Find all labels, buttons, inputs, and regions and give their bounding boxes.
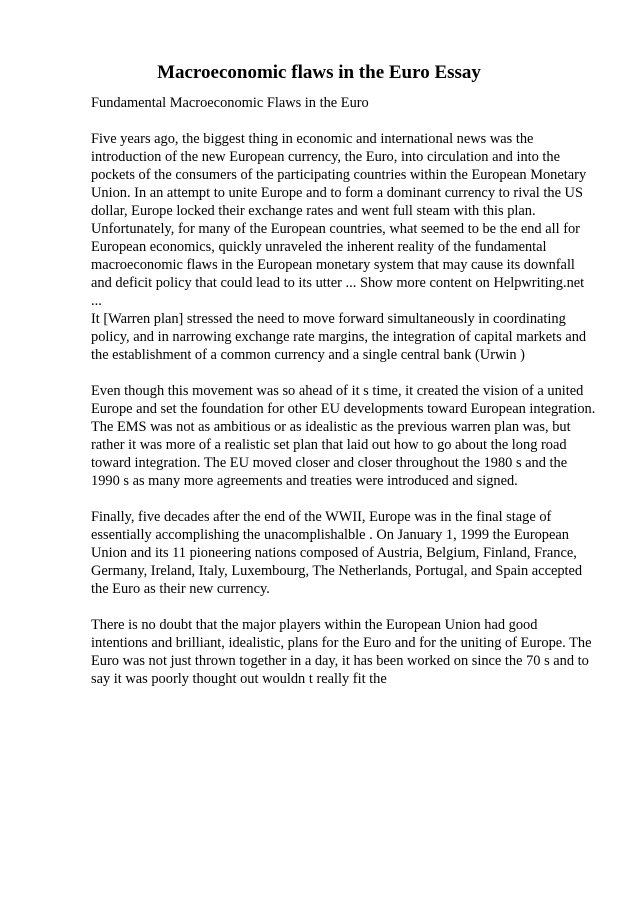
paragraph-euro-adoption: Finally, five decades after the end of the WWII, Europe was in the final stage of essentially accomplishing the unacomplishalble . On January 1, 1999 the European Union and its 11 pioneering nations composed of Austria, Belgium, Finland, France, Germany, Ireland, Italy, Luxembourg, The Netherlands, Portugal, and Spain accepted the Euro as their new currency. bbox=[91, 509, 583, 597]
document-body bbox=[91, 94, 596, 688]
paragraph-intro: Five years ago, the biggest thing in economic and international news was the introduction of the new European currency, the Euro, into circulation and into the pockets of the consumers of the participating countries within the European Monetary Union. In an attempt to unite Europe and to form a dominant currency to rival the US dollar, Europe locked their exchange rates and went full steam with this plan. Unfortunately, for many of the European countries, what seemed to be the end all for European economics, quickly unraveled the inherent reality of the fundamental macroeconomic flaws in the European monetary system that may cause its downfall and deficit policy that could lead to its utter ... Show more content on Helpwriting.net ... bbox=[91, 131, 587, 309]
document-title: Macroeconomic flaws in the Euro Essay bbox=[157, 62, 481, 83]
paragraph-ems: Even though this movement was so ahead of it s time, it created the vision of a united Europe and set the foundation for other EU developments toward European integration. The EMS was not as ambitious or as idealistic as the previous warren plan was, but rather it was more of a realistic set plan that laid out how to go about the long road toward integration. The EU moved closer and closer throughout the 1980 s and the 1990 s as many more agreements and treaties were introduced and signed. bbox=[91, 383, 596, 489]
paragraph-warren-plan: It [Warren plan] stressed the need to move forward simultaneously in coordinating policy, and in narrowing exchange rate margins, the integration of capital markets and the establishment of a common currency and a single central bank (Urwin ) bbox=[91, 311, 587, 363]
document-subtitle: Fundamental Macroeconomic Flaws in the Euro bbox=[91, 95, 369, 111]
paragraph-conclusion: There is no doubt that the major players within the European Union had good intentions and brilliant, idealistic, plans for the Euro and for the uniting of Europe. The Euro was not just thrown together in a day, it has been worked on since the 70 s and to say it was poorly thought out wouldn t really fit the bbox=[91, 617, 592, 687]
